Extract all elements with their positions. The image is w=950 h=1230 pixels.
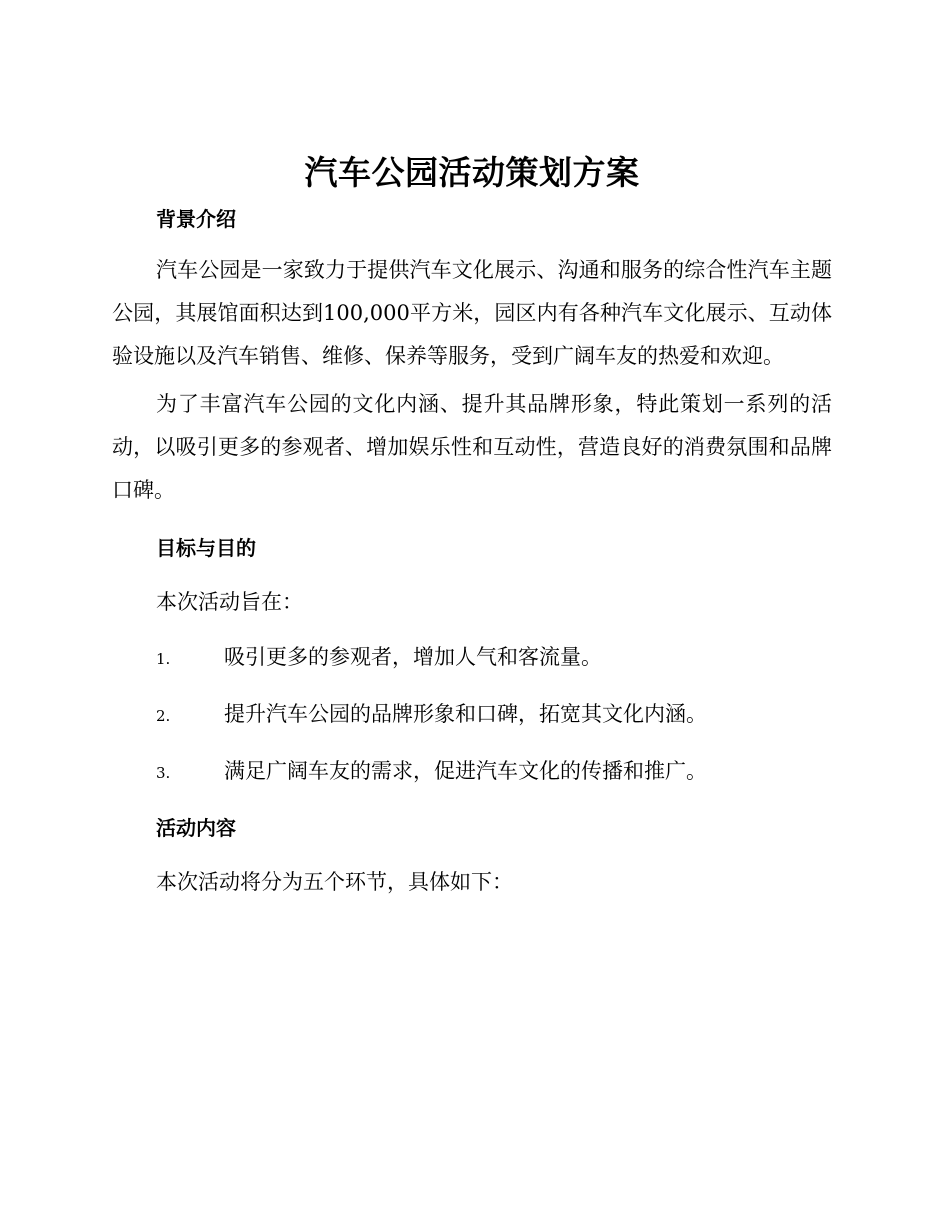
document-title: 汽车公园活动策划方案 <box>304 153 640 192</box>
list-number: 3. <box>156 764 171 782</box>
section-heading-goals: 目标与目的 <box>156 536 256 560</box>
list-item <box>112 642 832 674</box>
document-page <box>112 148 832 897</box>
section-heading-background: 背景介绍 <box>156 207 236 231</box>
list-number: 1. <box>156 650 171 668</box>
background-paragraph-2: 为了丰富汽车公园的文化内涵、提升其品牌形象，特此策划一系列的活动，以吸引更多的参观者、增加娱乐性和互动性，营造良好的消费氛围和品牌口碑。 <box>112 392 832 502</box>
list-text: 满足广阔车友的需求，促进汽车文化的传播和推广。 <box>224 759 707 783</box>
content-intro: 本次活动将分为五个环节，具体如下： <box>156 870 513 894</box>
list-text: 提升汽车公园的品牌形象和口碑，拓宽其文化内涵。 <box>224 702 707 726</box>
list-item <box>112 699 832 731</box>
list-item <box>112 756 832 788</box>
list-number: 2. <box>156 707 171 725</box>
goals-intro: 本次活动旨在： <box>156 590 303 614</box>
list-text: 吸引更多的参观者，增加人气和客流量。 <box>224 645 602 669</box>
background-paragraph-1: 汽车公园是一家致力于提供汽车文化展示、沟通和服务的综合性汽车主题公园，其展馆面积达到100,000平方米，园区内有各种汽车文化展示、互动体验设施以及汽车销售、维修、保养等服务，受到广阔车友的热爱和欢迎。 <box>112 258 832 368</box>
section-heading-content: 活动内容 <box>156 816 236 840</box>
